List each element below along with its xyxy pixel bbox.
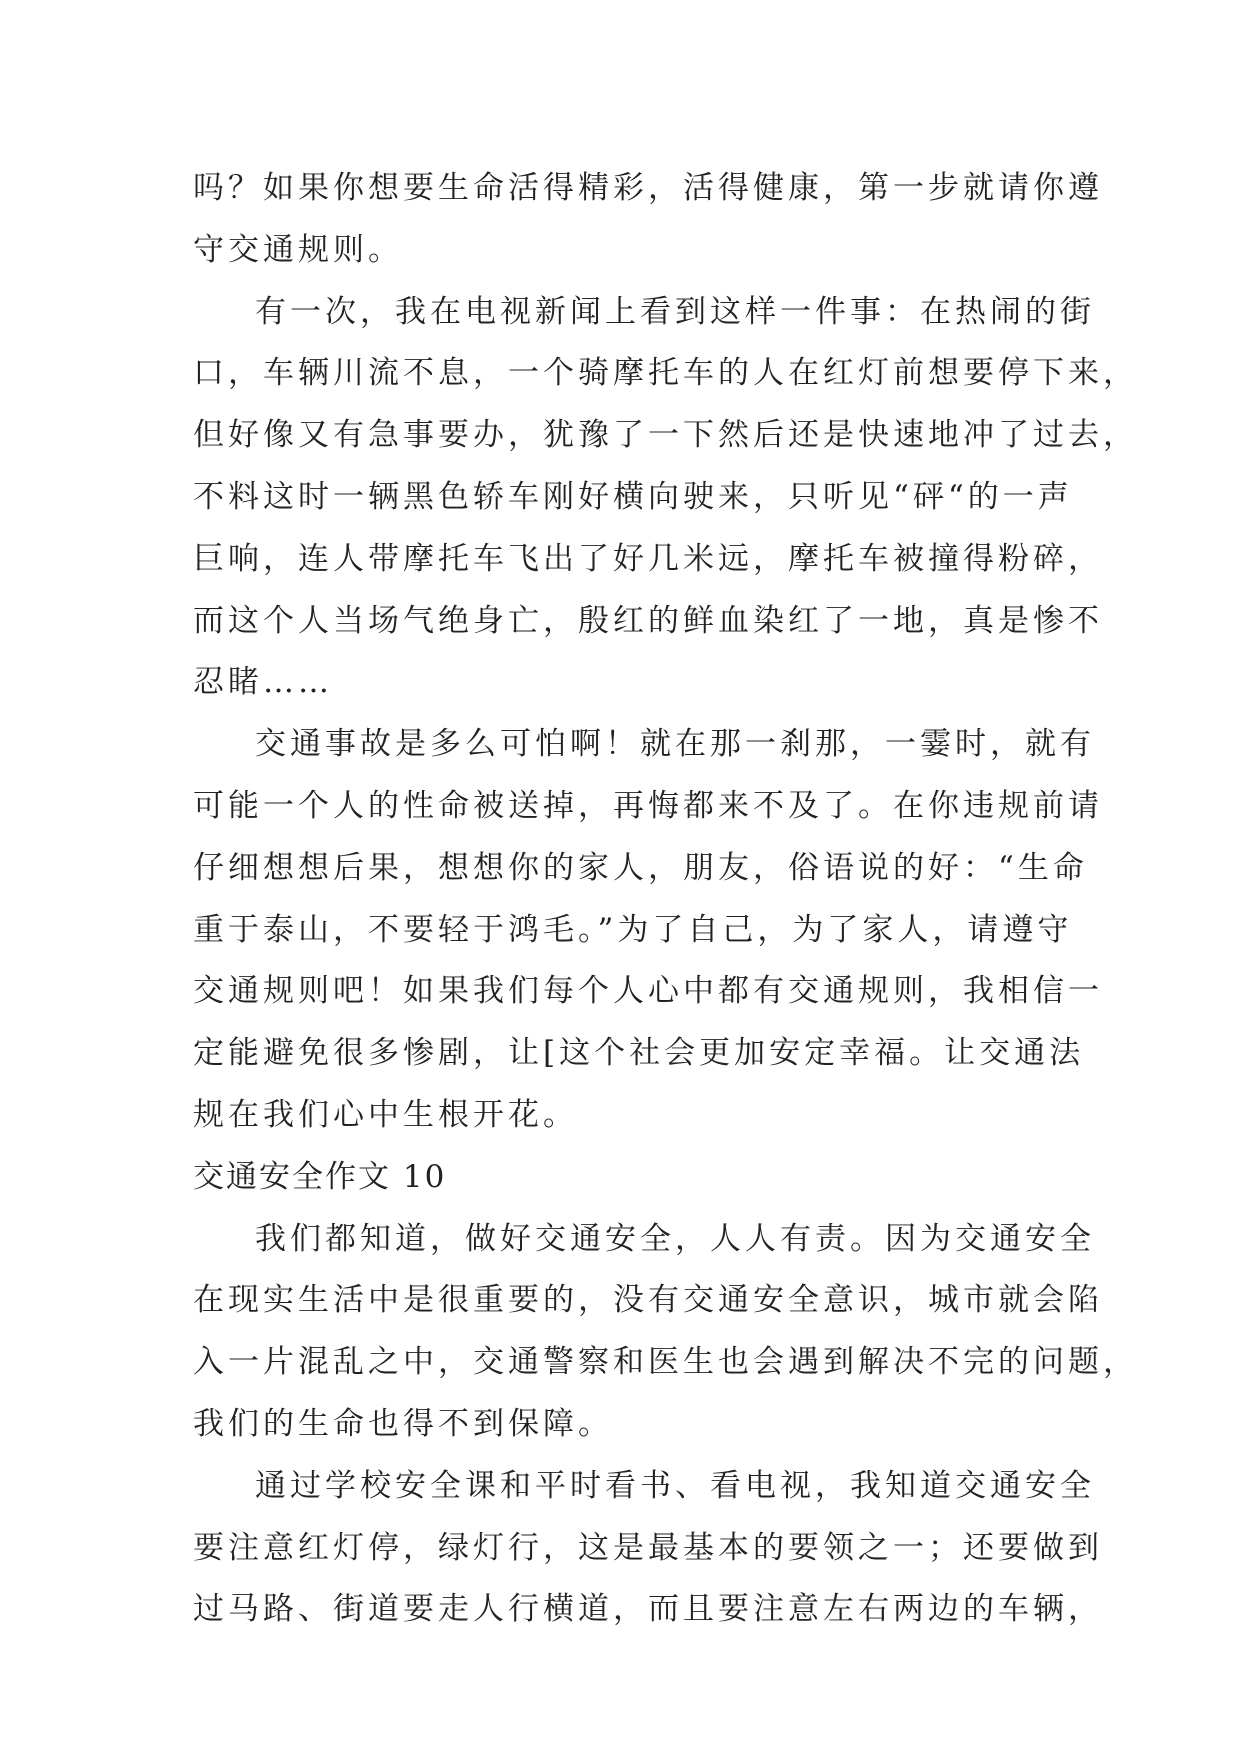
paragraph-2 [193, 282, 1138, 715]
text-line: 交通规则吧！如果我们每个人心中都有交通规则，我相信一 [193, 973, 1103, 1010]
text-line: 仔细想想后果，想想你的家人，朋友，俗语说的好：“生命 [193, 849, 1088, 886]
text-line: 而这个人当场气绝身亡，殷红的鲜血染红了一地，真是惨不 [193, 602, 1103, 639]
section-heading: 交通安全作文 10 [193, 1158, 447, 1195]
text-line: 但好像又有急事要办，犹豫了一下然后还是快速地冲了过去， [193, 417, 1138, 454]
text-line: 可能一个人的性命被送掉，再悔都来不及了。在你违规前请 [193, 787, 1103, 824]
text-line: 过马路、街道要走人行横道，而且要注意左右两边的车辆， [193, 1591, 1103, 1628]
text-line: 吗？如果你想要生命活得精彩，活得健康，第一步就请你遵 [193, 170, 1103, 206]
text-line: 巨响，连人带摩托车飞出了好几米远，摩托车被撞得粉碎， [193, 540, 1103, 577]
text-line: 交通事故是多么可怕啊！就在那一刹那，一霎时，就有 [255, 726, 1095, 763]
text-line: 忍睹…… [193, 664, 333, 701]
text-line: 不料这时一辆黑色轿车刚好横向驶来，只听见“砰“的一声 [193, 478, 1073, 515]
text-line: 我们的生命也得不到保障。 [193, 1405, 613, 1442]
paragraph-3 [193, 714, 1103, 1147]
text-line: 入一片混乱之中，交通警察和医生也会遇到解决不完的问题， [193, 1344, 1138, 1381]
text-line: 口，车辆川流不息，一个骑摩托车的人在红灯前想要停下来， [193, 355, 1138, 392]
text-line: 通过学校安全课和平时看书、看电视，我知道交通安全 [255, 1467, 1095, 1504]
paragraph-1 [193, 158, 1103, 282]
text-line: 重于泰山，不要轻于鸿毛。”为了自己，为了家人，请遵守 [193, 911, 1073, 948]
paragraph-5 [193, 1456, 1103, 1641]
text-line: 要注意红灯停，绿灯行，这是最基本的要领之一；还要做到 [193, 1529, 1103, 1566]
text-line: 定能避免很多惨剧，让[这个社会更加安定幸福。让交通法 [193, 1035, 1085, 1072]
text-line: 我们都知道，做好交通安全，人人有责。因为交通安全 [255, 1220, 1095, 1257]
document-body [193, 158, 1138, 1641]
text-line: 在现实生活中是很重要的，没有交通安全意识，城市就会陷 [193, 1282, 1103, 1319]
text-line: 有一次，我在电视新闻上看到这样一件事：在热闹的街 [255, 293, 1095, 330]
text-line: 守交通规则。 [193, 231, 403, 268]
paragraph-4 [193, 1209, 1138, 1456]
text-line: 规在我们心中生根开花。 [193, 1096, 578, 1133]
